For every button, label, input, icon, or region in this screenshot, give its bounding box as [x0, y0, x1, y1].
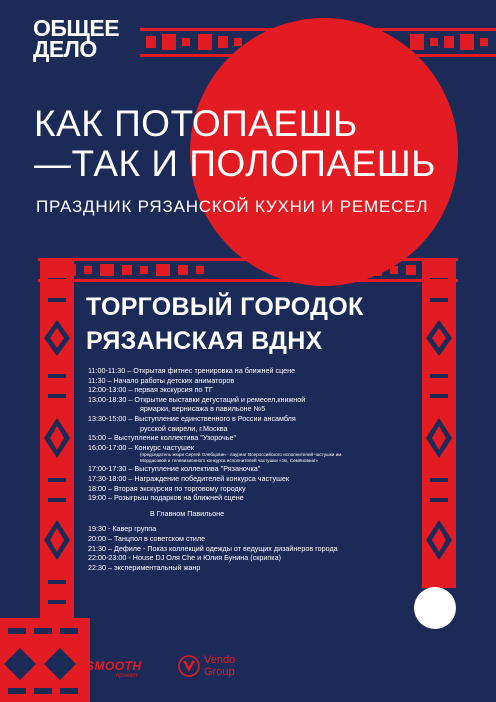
schedule-item: 13:00-18:30 – Открытие выставки дегустаций и ремесел,книжной — [88, 394, 306, 404]
schedule-item: 11:00-11:30 – Открытая фитнес тренировка на ближней сцене — [88, 366, 296, 375]
headline-line1: КАК ПОТОПАЕШЬ — [34, 103, 358, 144]
ornament-right-band — [420, 258, 458, 588]
schedule-item: 15:00 – Выступление коллектива "Узорочье" — [88, 433, 237, 443]
vendo-logo-icon — [178, 655, 200, 677]
ornament-top-right — [140, 20, 496, 64]
sponsor-smooth-logo: SMOOTH — [86, 659, 142, 673]
schedule-item: 22:30 – экспериментальный жанр — [88, 562, 201, 572]
schedule-item: русской свирели, г.Москва — [140, 423, 228, 433]
schedule-item: 16:00-17:00 – Конкурс частушек — [88, 442, 195, 452]
schedule-jury-note: (председатель жюри Сергей Олебцовин - лауреат Всероссийского исполнителей частушки им. Мордасовой и телевизионного конкурса исполнителей частушки «Эх, Семёновна!» — [140, 452, 343, 464]
sponsor-vendo — [204, 654, 235, 678]
schedule-item: 19:30 - Кавер группа — [88, 524, 157, 534]
subtitle: ПРАЗДНИК РЯЗАНСКОЙ КУХНИ И РЕМЕСЕЛ — [36, 197, 429, 216]
schedule-item: 22:00-23:00 - House DJ Оля Che и Юлия Бунина (скрипка) — [88, 553, 281, 563]
schedule-subheading: В Главном Павильоне — [150, 508, 225, 518]
schedule-item: 20:00 – Танцпол в советском стиле — [88, 533, 206, 543]
sponsor-smooth-sub: проект — [116, 673, 138, 679]
brand-logo-line2: ДЕЛО — [33, 36, 97, 62]
white-circle — [414, 587, 456, 629]
brand-logo — [33, 15, 120, 62]
schedule-item: 18:00 – Вторая экскурсия по торговому городку — [88, 483, 246, 493]
schedule-item: 11:30 – Начало работы детских аниматоров — [88, 375, 235, 385]
schedule-item: 13:30-15:00 – Выступление единственного в России ансамбля — [88, 413, 296, 423]
schedule-item: 12:00-13:00 – первая экскурсия по ТГ — [88, 385, 213, 395]
headline-line2: —ТАК И ПОЛОПАЕШЬ — [34, 143, 436, 184]
ornament-left-band — [38, 258, 76, 648]
schedule-list — [88, 366, 413, 572]
schedule-item: 17:00-17:30 – Выступление коллектива "Рязаночка" — [88, 464, 261, 474]
schedule-item: 17:30-18:00 – Награждение победителей конкурса частушек — [88, 473, 290, 483]
section-title-line1: ТОРГОВЫЙ ГОРОДОК — [86, 293, 364, 321]
schedule-item: 19:00 – Розыгрыш подарков на ближней сцене — [88, 493, 244, 503]
schedule-item: 21:30 – Дефиле - Показ коллекций одежды от ведущих дизайнеров города — [88, 543, 338, 553]
ornament-horizontal-band — [38, 256, 458, 284]
schedule-item: ярмарки, вернисажа в павильоне №5 — [140, 404, 266, 414]
sponsor-vendo-line2: Group — [204, 666, 235, 678]
sponsor-vendo-line1: Vendo — [204, 654, 236, 666]
ornament-bottom-left — [0, 618, 90, 702]
brand-logo-line1: ОБЩЕЕ — [33, 15, 120, 41]
section-title-line2: РЯЗАНСКАЯ ВДНХ — [86, 327, 323, 355]
